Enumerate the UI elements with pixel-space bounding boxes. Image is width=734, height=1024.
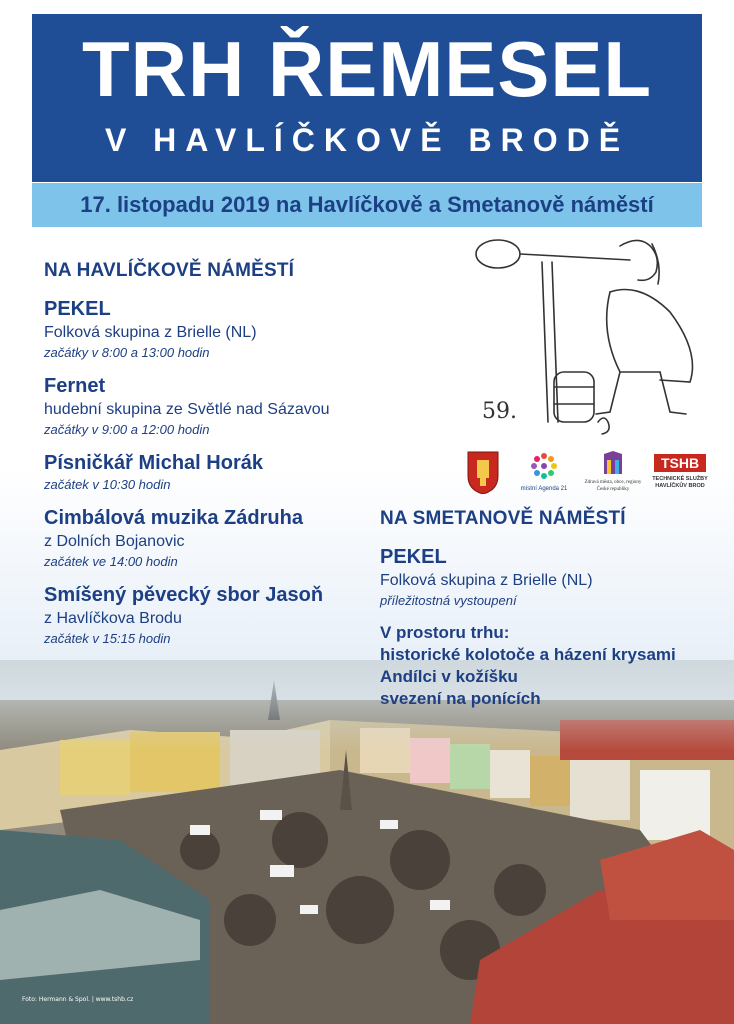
act-item: [44, 296, 444, 362]
poster-subtitle: V HAVLÍČKOVĚ BRODĚ: [104, 122, 630, 158]
act-time: začátky v 9:00 a 12:00 hodin: [44, 422, 210, 437]
photo-credit: Foto: Hermann & Spol. | www.tshb.cz: [22, 996, 134, 1003]
act-time: začátek ve 14:00 hodin: [44, 554, 178, 569]
act-name: Cimbálová muzika Zádruha: [44, 507, 303, 529]
act-name: Fernet: [44, 375, 106, 397]
agenda-logo-text: místní Agenda 21: [520, 486, 568, 492]
act-desc: z Dolních Bojanovic: [44, 533, 185, 550]
poster-header: [32, 14, 702, 182]
healthy-logo-text: Zdravá města, obce, regiony: [584, 480, 642, 485]
poster-title: TRH ŘEMESEL: [81, 25, 653, 113]
healthy-cities-logo-icon: [578, 450, 648, 494]
town-square-photo: [0, 660, 734, 1024]
glassblower-drawing-icon: [470, 232, 720, 442]
extras-title: V prostoru trhu:: [380, 623, 510, 642]
act-time: příležitostná vystoupení: [380, 593, 517, 608]
act-name: Smíšený pěvecký sbor Jasoň: [44, 584, 324, 606]
city-coat-of-arms-icon: [466, 450, 500, 494]
act-name: Písničkář Michal Horák: [44, 452, 263, 474]
illustration-label: 59.: [482, 399, 517, 424]
extras-item: svezení na ponících: [380, 689, 541, 708]
partner-logos: [462, 450, 712, 494]
act-item: [44, 373, 444, 439]
tshb-logo-icon: [652, 450, 708, 494]
act-time: začátek v 15:15 hodin: [44, 631, 171, 646]
act-desc: hudební skupina ze Světlé nad Sázavou: [44, 401, 330, 418]
healthy-logo-text2: České republiky: [596, 487, 630, 492]
act-item: [44, 450, 444, 494]
act-item: [380, 544, 734, 610]
act-time: začátek v 10:30 hodin: [44, 477, 171, 492]
tshb-logo-text: TSHB: [660, 455, 700, 471]
act-desc: Folková skupina z Brielle (NL): [44, 324, 257, 341]
act-time: začátky v 8:00 a 13:00 hodin: [44, 345, 210, 360]
act-name: PEKEL: [380, 546, 447, 568]
tshb-logo-sub2: HAVLÍČKŮV BROD: [655, 483, 705, 489]
extras-item: Andílci v kožíšku: [380, 667, 518, 686]
section-title-smetanovo: NA SMETANOVĚ NÁMĚSTÍ: [380, 508, 626, 529]
market-extras: [380, 622, 734, 710]
act-desc: z Havlíčkova Brodu: [44, 610, 182, 627]
date-banner: 17. listopadu 2019 na Havlíčkově a Smetanově náměstí: [32, 183, 702, 227]
tshb-logo-sub1: TECHNICKÉ SLUŽBY: [652, 476, 708, 482]
agenda-21-logo-icon: [514, 450, 574, 494]
act-desc: Folková skupina z Brielle (NL): [380, 572, 593, 589]
section-title-havlickovo: NA HAVLÍČKOVĚ NÁMĚSTÍ: [44, 260, 295, 281]
extras-item: historické kolotoče a házení krysami: [380, 645, 676, 664]
act-name: PEKEL: [44, 298, 111, 320]
smetanovo-section: [380, 508, 734, 710]
